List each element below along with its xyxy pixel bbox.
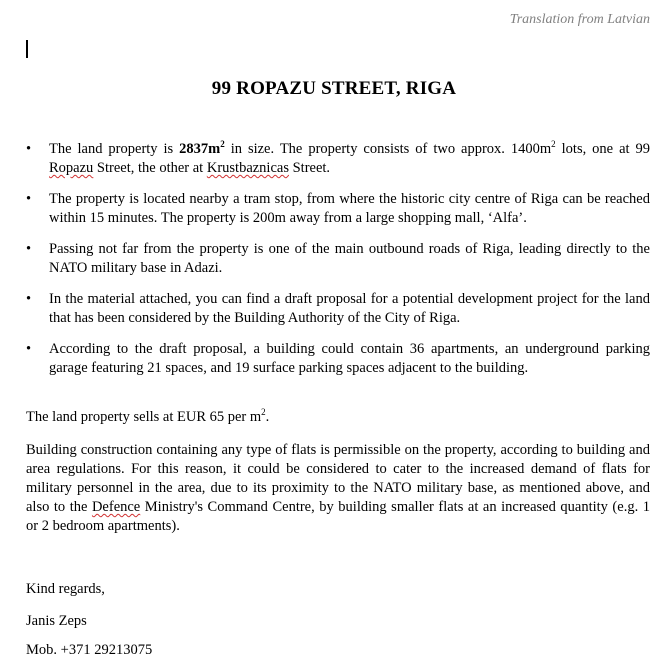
- closing-regards: Kind regards,: [26, 581, 105, 597]
- bullet-item-roads: • Passing not far from the property is one of the main outbound roads of Riga, leading directly to the NATO military base in Adazi.: [26, 241, 650, 276]
- signature-name: Janis Zeps: [26, 613, 87, 629]
- text-cursor: [26, 40, 28, 58]
- bullet-item-location: • The property is located nearby a tram stop, from where the historic city centre of Riga can be reached within 15 minutes. The property is 200m away from a large shopping mall, ‘Alfa’.: [26, 191, 650, 226]
- building-paragraph: Building construction containing any type of flats is permissible on the property, according to building and area regulations. For this reason, it could be considered to cater to the increased demand of flats for military personnel in the area, due to its proximity to the NATO military base, as mentioned above, and also to the Defence Ministry's Command Centre, by building smaller flats at an increased quantity (e.g. 1 or 2 bedroom apartments).: [26, 442, 650, 534]
- bullet-dot: •: [26, 341, 32, 357]
- bullet-dot: •: [26, 191, 32, 207]
- property-bullet-list: [26, 140, 650, 378]
- bullet-dot: •: [26, 241, 32, 257]
- property-size: 2837m: [179, 141, 221, 157]
- bullet-dot: •: [26, 291, 32, 307]
- spellcheck-word-ropazu: Ropazu: [49, 160, 94, 176]
- bullet-item-draft-proposal: • In the material attached, you can find a draft proposal for a potential development project for the land that has been considered by the Building Authority of the City of Riga.: [26, 291, 650, 326]
- translation-note: Translation from Latvian: [509, 12, 650, 27]
- spellcheck-word-krustbaznicas: Krustbaznicas: [206, 160, 289, 176]
- mobile-number: Mob. +371 29213075: [26, 642, 153, 658]
- price-paragraph: The land property sells at EUR 65 per $m^2$.: [26, 407, 270, 425]
- bullet-dot: •: [26, 141, 32, 157]
- document-title: 99 ROPAZU STREET, RIGA: [211, 78, 457, 99]
- spellcheck-word-defence: Defence: [91, 499, 141, 515]
- bullet-item-size: • The land property is $2837m^2$ in size. The property consists of two approx. $1400m^2$ lots, one at 99 Ropazu Street, the other at Krustbaznicas Street.: [26, 139, 650, 176]
- bullet-item-apartments: • According to the draft proposal, a building could contain 36 apartments, an underground parking garage featuring 21 spaces, and 19 surface parking spaces adjacent to the building.: [26, 341, 650, 376]
